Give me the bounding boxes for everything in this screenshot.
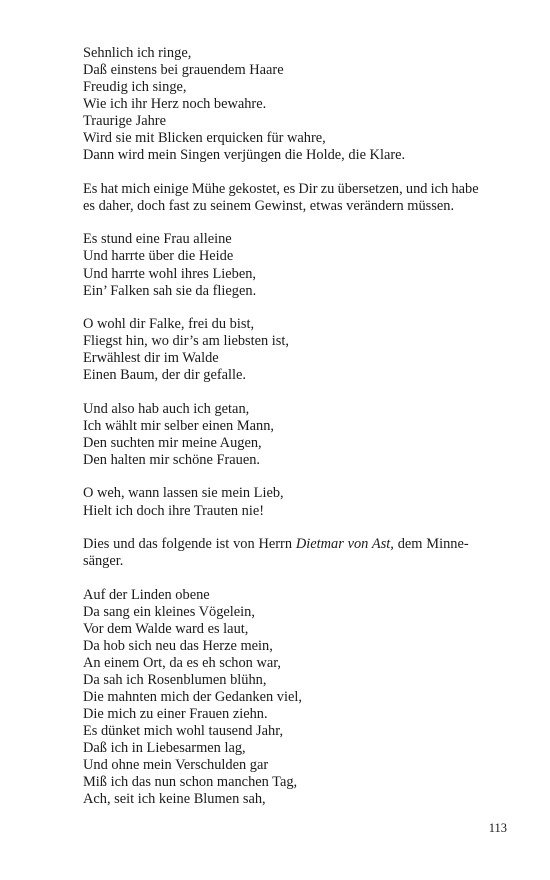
verse-line: Ein’ Falken sah sie da fliegen. [83, 282, 257, 299]
verse-line: Es stund eine Frau alleine [83, 231, 232, 248]
page-number: 113 [488, 821, 507, 835]
verse-line: Auf der Linden obene [83, 586, 210, 603]
verse-line: Wird sie mit Blicken erquicken für wahre, [83, 130, 326, 147]
verse-line: Vor dem Walde ward es laut, [83, 620, 249, 637]
poem-stanza-1 [83, 45, 513, 164]
verse-line: Sehnlich ich ringe, [83, 45, 192, 61]
verse-line: Erwählest dir im Walde [83, 350, 219, 367]
verse-line: Die mahnten mich der Gedanken viel, [83, 688, 302, 705]
poem-stanza-4 [83, 401, 513, 469]
verse-line: Freudig ich singe, [83, 79, 187, 96]
verse-line: Miß ich das nun schon manchen Tag, [83, 774, 298, 791]
poem-stanza-2 [83, 231, 513, 299]
verse-line: Da sang ein kleines Vögelein, [83, 603, 255, 620]
verse-line: Da sah ich Rosenblumen blühn, [83, 671, 267, 688]
prose-paragraph-2 [83, 536, 513, 570]
verse-line: O weh, wann lassen sie mein Lieb, [83, 485, 284, 502]
verse-line: Und ohne mein Verschulden gar [83, 757, 269, 774]
page-text [83, 45, 513, 825]
prose-line: Es hat mich einige Mühe gekostet, es Dir zu übersetzen, und ich habe [83, 180, 479, 197]
verse-line: Ich wählt mir selber einen Mann, [83, 417, 275, 434]
verse-line: Ach, seit ich keine Blumen sah, [83, 791, 266, 808]
verse-line: Und also hab auch ich getan, [83, 400, 250, 417]
poem-stanza-5 [83, 485, 513, 519]
prose-text: Dies und das folgende ist von Herrn [83, 536, 296, 553]
verse-line: Daß einstens bei grauendem Haare [83, 62, 284, 79]
verse-line: An einem Ort, da es eh schon war, [83, 654, 282, 671]
author-name: Dietmar von Ast, [295, 536, 394, 553]
prose-text: dem Minne- [393, 536, 469, 553]
verse-line: Hielt ich doch ihre Trauten nie! [83, 502, 265, 519]
verse-line: Fliegst hin, wo dir’s am liebsten ist, [83, 333, 289, 350]
verse-line: Die mich zu einer Frauen ziehn. [83, 706, 268, 722]
verse-line: Wie ich ihr Herz noch bewahre. [83, 96, 267, 113]
verse-line: Den halten mir schöne Frauen. [83, 451, 261, 468]
verse-line: Traurige Jahre [83, 113, 166, 130]
prose-line: es daher, doch fast zu seinem Gewinst, etwas verändern müssen. [83, 197, 455, 214]
poem-stanza-3 [83, 316, 513, 384]
prose-line [83, 536, 513, 553]
verse-line: Da hob sich neu das Herze mein, [83, 637, 273, 654]
verse-line: Daß ich in Liebesarmen lag, [83, 740, 246, 757]
verse-line: Dann wird mein Singen verjüngen die Holde, die Klare. [83, 147, 406, 164]
verse-line: O wohl dir Falke, frei du bist, [83, 316, 255, 333]
poem-stanza-6 [83, 587, 513, 809]
verse-line: Es dünket mich wohl tausend Jahr, [83, 723, 284, 740]
prose-line: sänger. [83, 553, 124, 570]
verse-line: Den suchten mir meine Augen, [83, 434, 262, 451]
prose-paragraph-1 [83, 181, 513, 215]
verse-line: Und harrte über die Heide [83, 248, 234, 265]
verse-line: Und harrte wohl ihres Lieben, [83, 265, 257, 282]
verse-line: Einen Baum, der dir gefalle. [83, 367, 247, 384]
